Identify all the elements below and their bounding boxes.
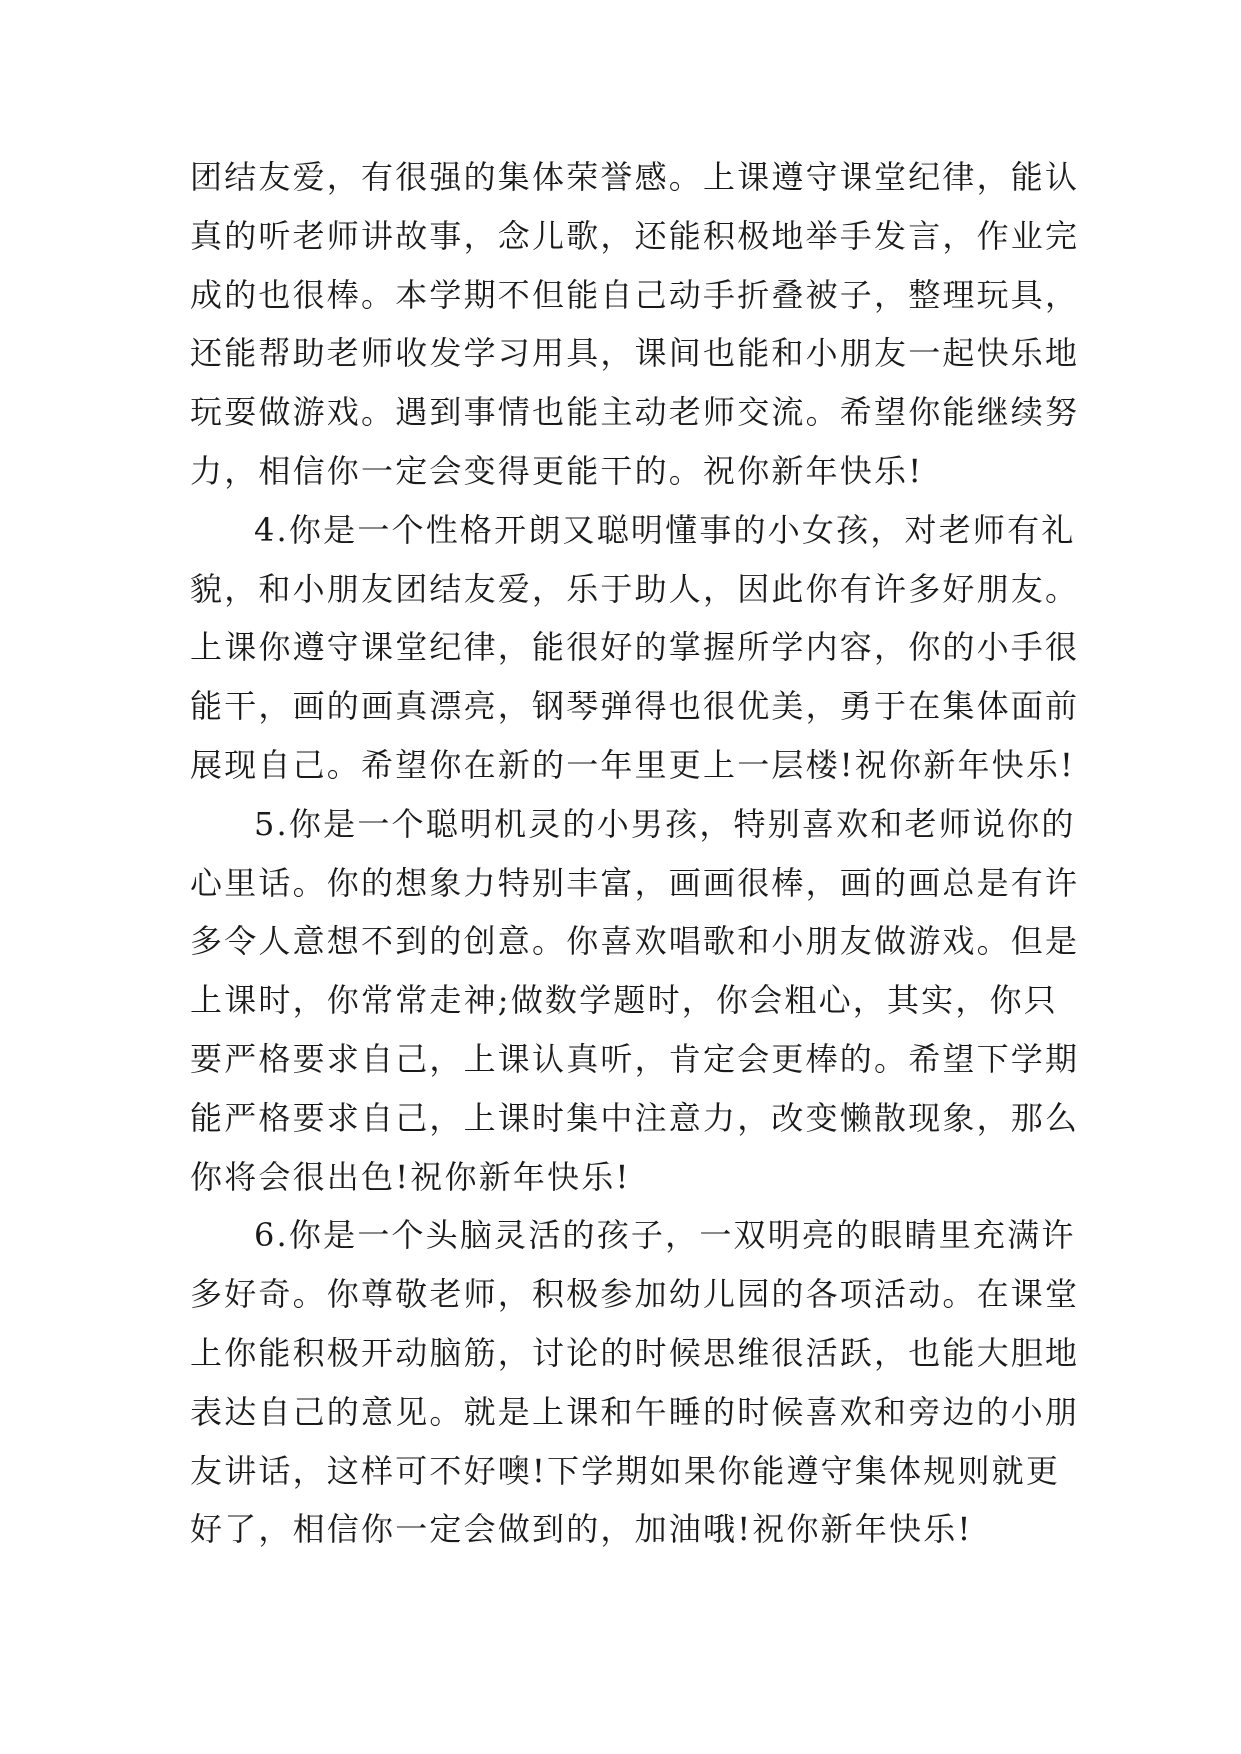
text-line: 6.你是一个头脑灵活的孩子，一双明亮的眼睛里充满许	[254, 1216, 1076, 1255]
text-line: 多好奇。你尊敬老师，积极参加幼儿园的各项活动。在课堂	[190, 1275, 1080, 1314]
text-line: 友讲话，这样可不好噢!下学期如果你能遵守集体规则就更	[190, 1451, 1061, 1490]
text-line: 要严格要求自己，上课认真听，肯定会更棒的。希望下学期	[190, 1039, 1080, 1078]
text-line: 上课你遵守课堂纪律，能很好的掌握所学内容，你的小手很	[190, 628, 1080, 667]
text-line: 心里话。你的想象力特别丰富，画画很棒，画的画总是有许	[190, 863, 1080, 902]
text-line: 真的听老师讲故事，念儿歌，还能积极地举手发言，作业完	[190, 216, 1080, 255]
text-line: 力，相信你一定会变得更能干的。祝你新年快乐!	[190, 451, 924, 490]
text-line: 还能帮助老师收发学习用具，课间也能和小朋友一起快乐地	[190, 334, 1080, 373]
paragraph-item-4	[190, 501, 1080, 795]
text-line: 好了，相信你一定会做到的，加油哦!祝你新年快乐!	[190, 1510, 973, 1549]
paragraph-item-5	[190, 795, 1080, 1207]
text-line: 展现自己。希望你在新的一年里更上一层楼!祝你新年快乐!	[190, 745, 1076, 784]
text-line: 能严格要求自己，上课时集中注意力，改变懒散现象，那么	[190, 1098, 1080, 1137]
text-line: 5.你是一个聪明机灵的小男孩，特别喜欢和老师说你的	[254, 804, 1076, 843]
document-body	[190, 148, 1080, 1559]
text-line: 多令人意想不到的创意。你喜欢唱歌和小朋友做游戏。但是	[190, 922, 1080, 961]
text-line: 4.你是一个性格开朗又聪明懂事的小女孩，对老师有礼	[254, 510, 1076, 549]
text-line: 玩耍做游戏。遇到事情也能主动老师交流。希望你能继续努	[190, 393, 1080, 432]
text-line: 成的也很棒。本学期不但能自己动手折叠被子，整理玩具，	[190, 275, 1080, 314]
text-line: 貌，和小朋友团结友爱，乐于助人，因此你有许多好朋友。	[190, 569, 1080, 608]
text-line: 上你能积极开动脑筋，讨论的时候思维很活跃，也能大胆地	[190, 1333, 1080, 1372]
text-line: 表达自己的意见。就是上课和午睡的时候喜欢和旁边的小朋	[190, 1392, 1080, 1431]
text-line: 团结友爱，有很强的集体荣誉感。上课遵守课堂纪律，能认	[190, 158, 1080, 196]
text-line: 能干，画的画真漂亮，钢琴弹得也很优美，勇于在集体面前	[190, 687, 1080, 726]
paragraph-item-6	[190, 1206, 1080, 1559]
text-line: 你将会很出色!祝你新年快乐!	[190, 1157, 631, 1196]
text-line: 上课时，你常常走神;做数学题时，你会粗心，其实，你只	[190, 981, 1058, 1020]
paragraph-continuation	[190, 148, 1080, 501]
